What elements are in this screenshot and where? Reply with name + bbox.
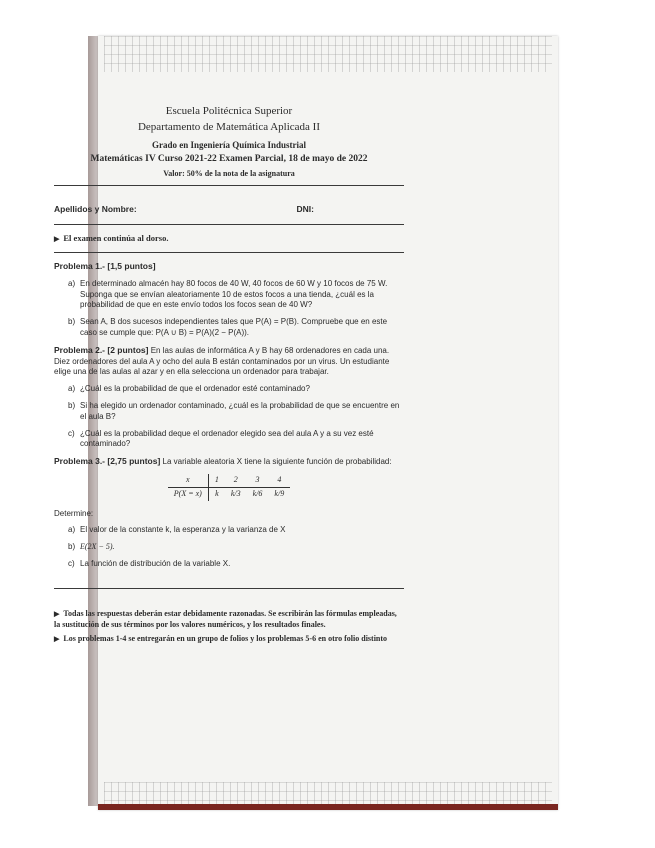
exam-instructions: [54, 609, 404, 645]
department-name: Departamento de Matemática Aplicada II: [137, 120, 321, 133]
divider: [54, 252, 404, 253]
problem-3a: [68, 525, 404, 536]
dni-label: DNI:: [296, 204, 314, 215]
problem-2-intro: En las aulas de informática A y B hay 68 ordenadores en cada una. Diez ordenadores del aula A y ocho del aula B están contaminados por un virus. Un estudiante elige una de las aulas al azar y en ella selecciona un ordenador para trabajar.: [54, 345, 390, 377]
problem-2-title: Problema 2.- [2 puntos]: [54, 344, 149, 355]
school-name: Escuela Politécnica Superior: [165, 105, 293, 117]
problem-3-intro: La variable aleatoria X tiene la siguiente función de probabilidad:: [162, 457, 392, 467]
table-cell: 4: [268, 474, 290, 487]
instruction-2-text: Los problemas 1-4 se entregarán en un grupo de folios y los problemas 5-6 en otro folio distinto: [63, 634, 388, 644]
continue-notice: [54, 231, 404, 246]
exam-weight: Valor: 50% de la nota de la asignatura: [163, 168, 295, 178]
problem-3b: [68, 542, 404, 553]
instruction-2: [54, 634, 404, 645]
divider: [54, 224, 404, 225]
item-text: El valor de la constante k, la esperanza y la varianza de X: [80, 525, 286, 535]
problem-1-title: Problema 1.- [1,5 puntos]: [54, 261, 156, 272]
page-bottom-edge: [98, 804, 558, 810]
item-label: b): [68, 401, 76, 411]
name-label: Apellidos y Nombre:: [54, 204, 137, 215]
problem-3c: [68, 559, 404, 570]
item-text: Si ha elegido un ordenador contaminado, ¿cuál es la probabilidad de que se encuentre en el aula B?: [80, 401, 400, 421]
triangle-bullet-icon: ▶: [54, 234, 60, 243]
table-cell: k/3: [230, 488, 241, 498]
problem-2a: [68, 384, 404, 395]
item-text: ¿Cuál es la probabilidad deque el ordenador elegido sea del aula A y a su vez esté contaminado?: [80, 428, 374, 449]
table-row-label: P(X = x): [168, 487, 209, 500]
item-label: a): [68, 384, 76, 394]
continue-notice-text: El examen continúa al dorso.: [63, 232, 169, 243]
problem-2-statement: [54, 345, 404, 378]
item-label: a): [68, 525, 76, 535]
divider: [54, 588, 404, 589]
table-row-label: x: [168, 474, 209, 487]
exam-content: [54, 104, 404, 649]
triangle-bullet-icon: ▶: [54, 609, 60, 618]
item-label: c): [68, 428, 75, 438]
instruction-1: [54, 609, 404, 631]
problem-1b: [68, 317, 404, 339]
exam-header: [54, 104, 404, 179]
probability-table: [168, 474, 290, 501]
item-text: En determinado almacén hay 80 focos de 40 W, 40 focos de 60 W y 10 focos de 75 W. Suponga que se envían aleatoriamente 10 de estos focos a una tienda, ¿cuál es la probabilidad de que en este envío todos los focos sean de 40 W?: [80, 278, 388, 310]
exam-title: Matemáticas IV Curso 2021-22 Examen Parcial, 18 de mayo de 2022: [90, 153, 368, 164]
table-cell: 1: [208, 474, 225, 487]
item-text: La función de distribución de la variable X.: [80, 558, 231, 568]
item-label: b): [68, 317, 76, 327]
table-cell: 2: [225, 474, 247, 487]
table-row: [168, 474, 290, 487]
table-cell: k/9: [274, 488, 285, 498]
student-info-row: [54, 192, 404, 217]
problem-3-title: Problema 3.- [2,75 puntos]: [54, 456, 161, 467]
item-text: Sean A, B dos sucesos independientes tales que P(A) = P(B). Compruebe que en este caso se cumple que: P(A ∪ B) = P(A)(2 − P(A)).: [80, 317, 388, 338]
divider: [54, 185, 404, 186]
problem-2b: [68, 401, 404, 423]
triangle-bullet-icon: ▶: [54, 635, 60, 644]
problem-2c: [68, 429, 404, 451]
item-label: b): [68, 542, 76, 552]
table-cell: k/6: [252, 488, 263, 498]
instruction-1-text: Todas las respuestas deberán estar debidamente razonadas. Se escribirán las fórmulas empleadas, la sustitución de sus términos por los valores numéricos, y los resultados finales.: [54, 608, 397, 629]
problem-3-statement: [54, 456, 404, 468]
degree-name: Grado en Ingeniería Química Industrial: [151, 139, 306, 150]
determine-label: Determine:: [54, 508, 94, 518]
item-text: ¿Cuál es la probabilidad de que el ordenador esté contaminado?: [80, 384, 310, 394]
table-row: [168, 487, 290, 500]
item-label: a): [68, 278, 76, 288]
table-cell: 3: [247, 474, 269, 487]
table-cell: k: [215, 488, 219, 498]
problem-1a: [68, 279, 404, 311]
bleed-through-grid: [104, 36, 552, 72]
item-text: E(2X − 5).: [80, 542, 115, 552]
item-label: c): [68, 558, 75, 568]
